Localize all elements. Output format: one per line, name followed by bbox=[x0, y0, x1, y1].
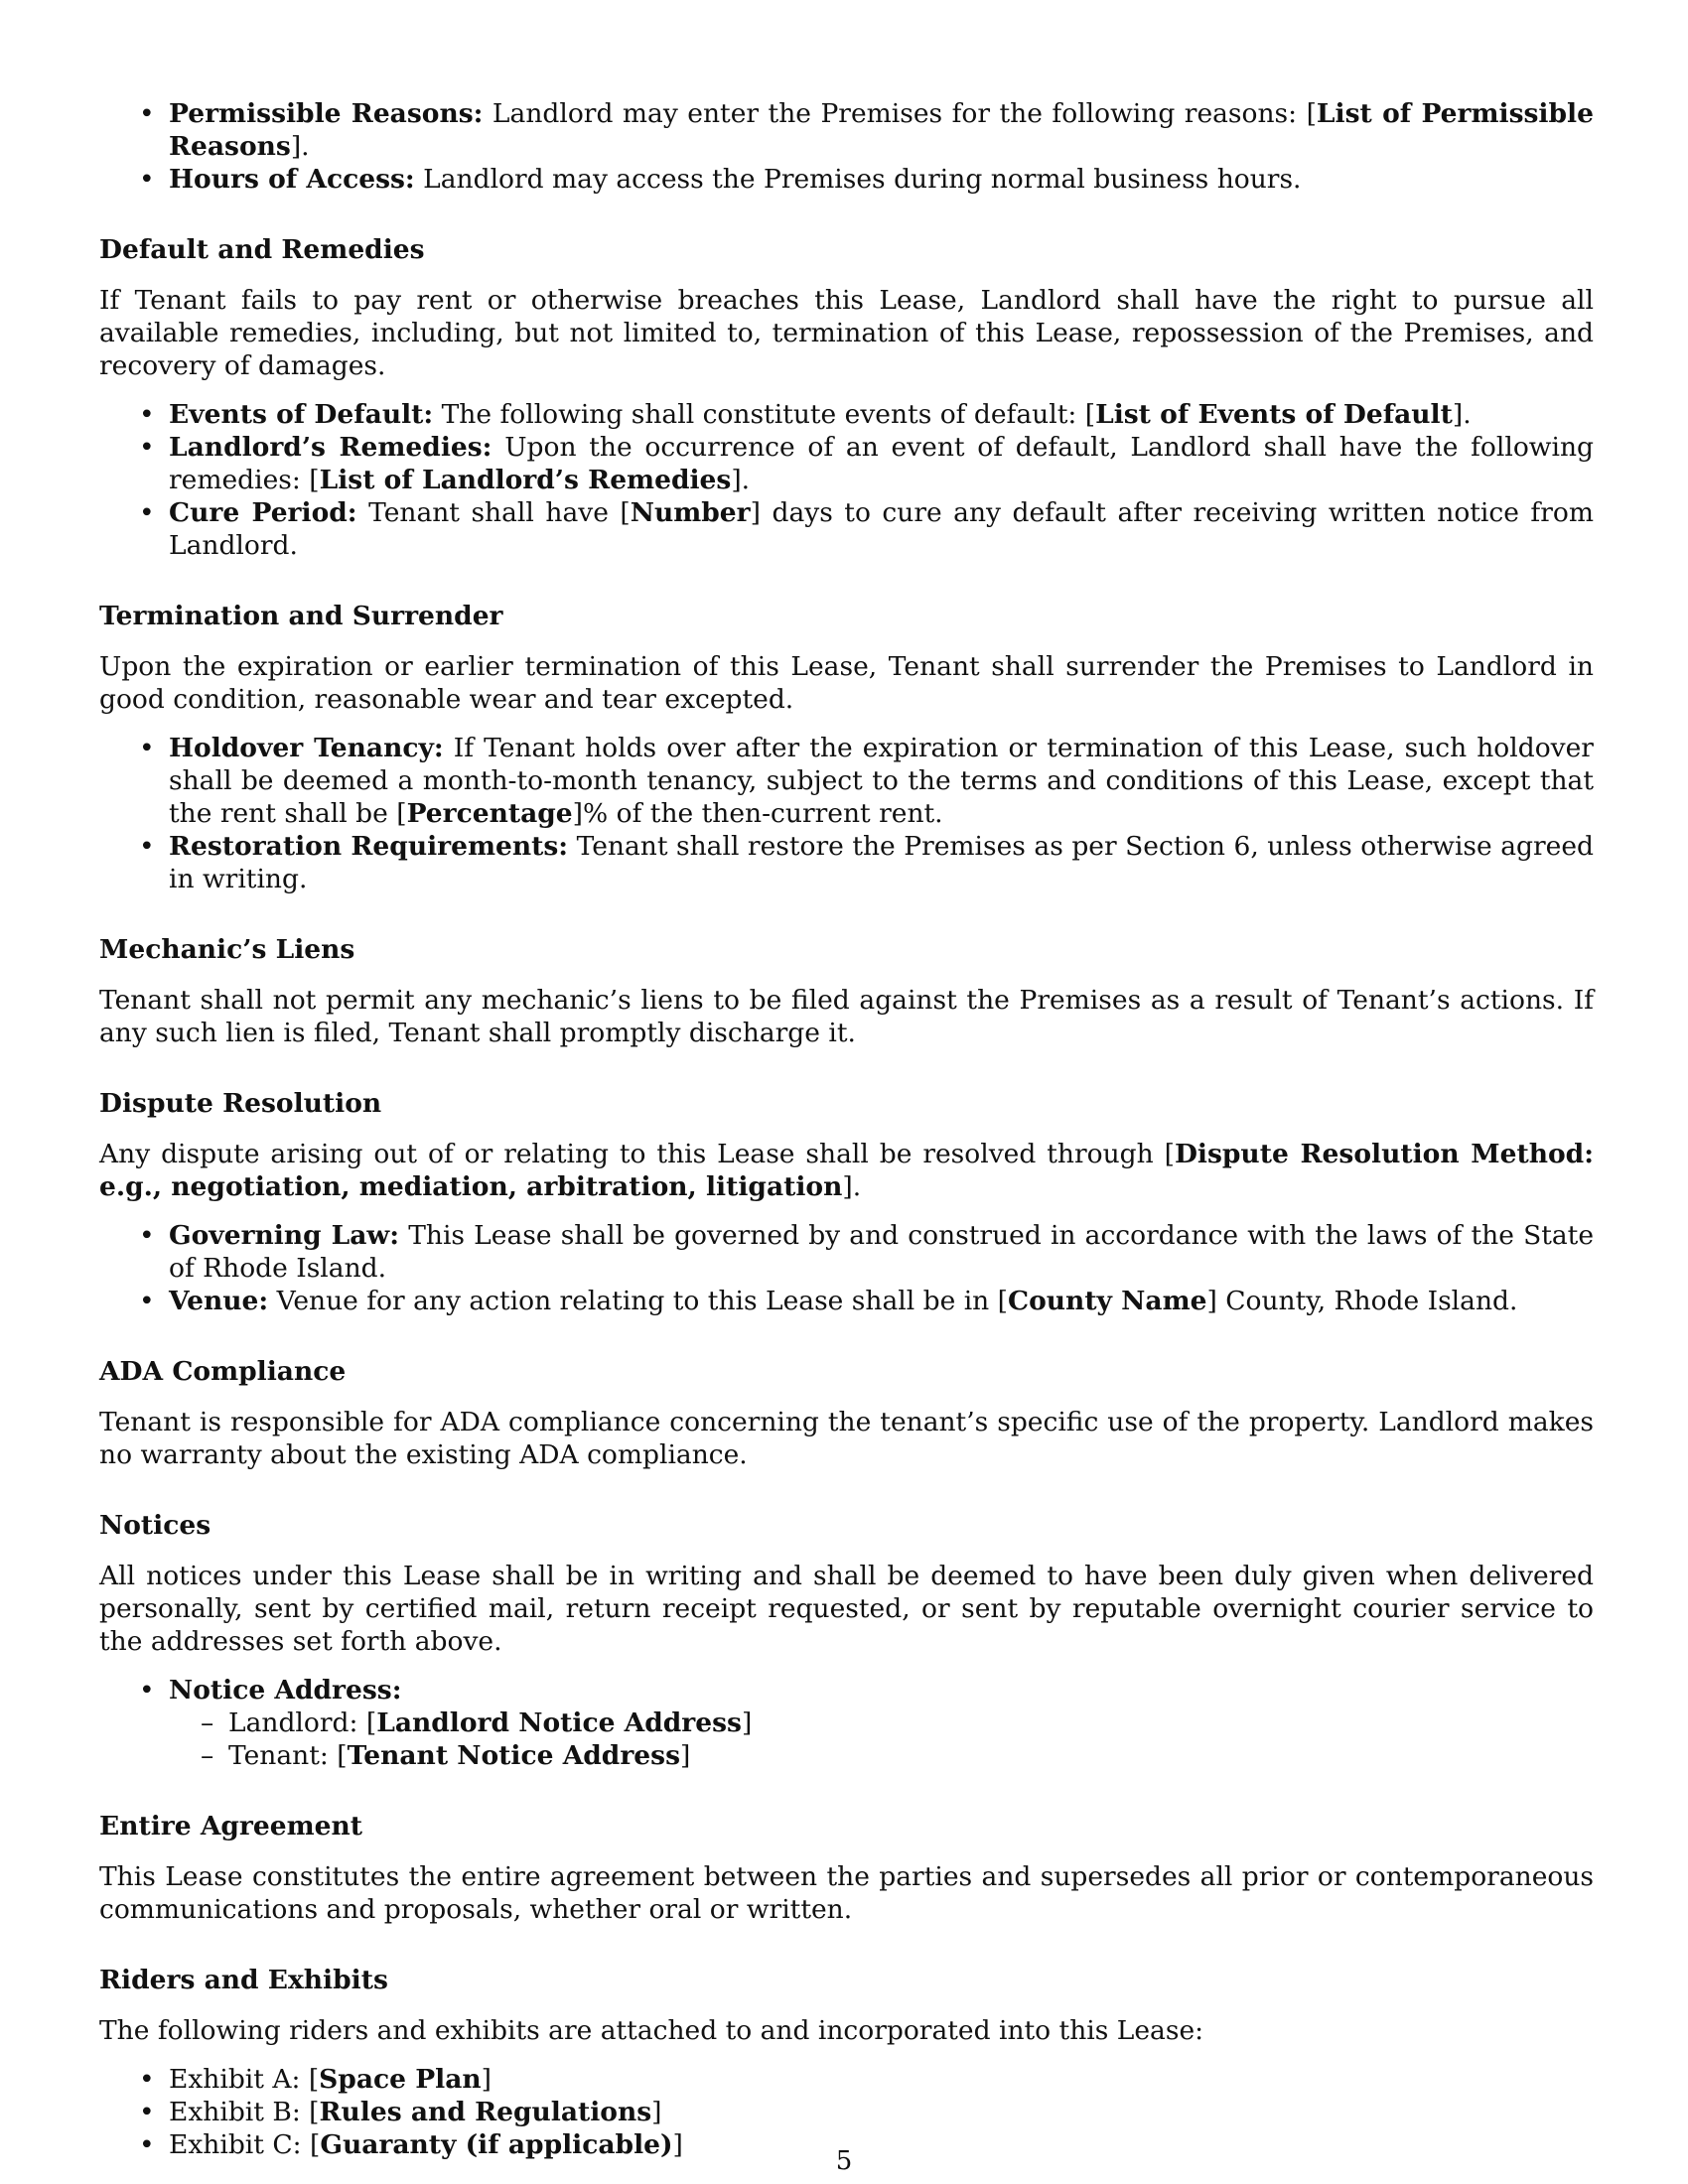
list-item: • Governing Law: This Lease shall be governed by and construed in accordance with the laws of the State of Rhode Island. bbox=[99, 1219, 1594, 1285]
section-heading-ada: ADA Compliance bbox=[99, 1356, 347, 1387]
notices-list bbox=[99, 1674, 1594, 1772]
list-item: • Exhibit A: [Space Plan] bbox=[99, 2063, 1594, 2096]
section-paragraph: If Tenant fails to pay rent or otherwise breaches this Lease, Landlord shall have the right to pursue all available remedies, including, but not limited to, termination of this Lease, repossession of the Premises, and recovery of damages. bbox=[99, 285, 1594, 381]
section-paragraph: This Lease constitutes the entire agreement between the parties and supersedes all prior or contemporaneous communications and proposals, whether oral or written. bbox=[99, 1861, 1594, 1925]
section-heading-notices: Notices bbox=[99, 1510, 211, 1541]
section-heading-riders: Riders and Exhibits bbox=[99, 1965, 388, 1995]
list-item: • Exhibit C: [Guaranty (if applicable)] bbox=[99, 2128, 1594, 2161]
default-list bbox=[99, 398, 1594, 562]
section-heading-termination: Termination and Surrender bbox=[99, 601, 503, 631]
list-item: • Landlord’s Remedies: Upon the occurrence of an event of default, Landlord shall have the following remedies: [List of Landlord’s Remedies]. bbox=[99, 431, 1594, 496]
section-heading-default: Default and Remedies bbox=[99, 234, 425, 265]
list-item: • Cure Period: Tenant shall have [Number] days to cure any default after receiving written notice from Landlord. bbox=[99, 496, 1594, 562]
list-item: • Events of Default: The following shall constitute events of default: [List of Events of Default]. bbox=[99, 398, 1594, 431]
list-item: • Venue: Venue for any action relating to this Lease shall be in [County Name] County, Rhode Island. bbox=[99, 1285, 1594, 1317]
list-item: • Hours of Access: Landlord may access the Premises during normal business hours. bbox=[99, 163, 1594, 196]
list-item: • Exhibit B: [Rules and Regulations] bbox=[99, 2096, 1594, 2128]
list-item: • Notice Address: – Landlord: [Landlord Notice Address] – Tenant: [Tenant Notice Address] bbox=[99, 1674, 1594, 1772]
section-paragraph: Any dispute arising out of or relating to this Lease shall be resolved through [Dispute Resolution Method: e.g., negotiation, mediation, arbitration, litigation]. bbox=[99, 1139, 1594, 1202]
section-paragraph: The following riders and exhibits are attached to and incorporated into this Lease: bbox=[99, 2015, 1204, 2046]
section-paragraph: Tenant shall not permit any mechanic’s liens to be filed against the Premises as a result of Tenant’s actions. If any such lien is filed, Tenant shall promptly discharge it. bbox=[99, 985, 1594, 1048]
dispute-list bbox=[99, 1219, 1594, 1317]
section-heading-entire: Entire Agreement bbox=[99, 1811, 362, 1842]
list-item: • Holdover Tenancy: If Tenant holds over after the expiration or termination of this Lease, such holdover shall be deemed a month-to-month tenancy, subject to the terms and conditions of this Lease, except that the rent shall be [Percentage]% of the then-current rent. bbox=[99, 732, 1594, 830]
section-heading-dispute: Dispute Resolution bbox=[99, 1088, 382, 1119]
section-paragraph: All notices under this Lease shall be in writing and shall be deemed to have been duly given when delivered personally, sent by certified mail, return receipt requested, or sent by reputable overnight courier service to the addresses set forth above. bbox=[99, 1561, 1594, 1657]
section-heading-liens: Mechanic’s Liens bbox=[99, 934, 355, 965]
page-number: 5 bbox=[835, 2146, 853, 2176]
list-item: – Landlord: [Landlord Notice Address] bbox=[169, 1706, 1594, 1739]
termination-list bbox=[99, 732, 1594, 895]
list-item: • Restoration Requirements: Tenant shall restore the Premises as per Section 6, unless otherwise agreed in writing. bbox=[99, 830, 1594, 895]
access-list bbox=[99, 97, 1594, 196]
section-paragraph: Upon the expiration or earlier termination of this Lease, Tenant shall surrender the Premises to Landlord in good condition, reasonable wear and tear excepted. bbox=[99, 651, 1594, 715]
lease-page bbox=[99, 97, 1594, 2161]
list-item: – Tenant: [Tenant Notice Address] bbox=[169, 1739, 1594, 1772]
notice-address-list bbox=[169, 1706, 1594, 1772]
section-paragraph: Tenant is responsible for ADA compliance concerning the tenant’s specific use of the property. Landlord makes no warranty about the existing ADA compliance. bbox=[99, 1407, 1594, 1470]
list-item: • Permissible Reasons: Landlord may enter the Premises for the following reasons: [List of Permissible Reasons]. bbox=[99, 97, 1594, 163]
